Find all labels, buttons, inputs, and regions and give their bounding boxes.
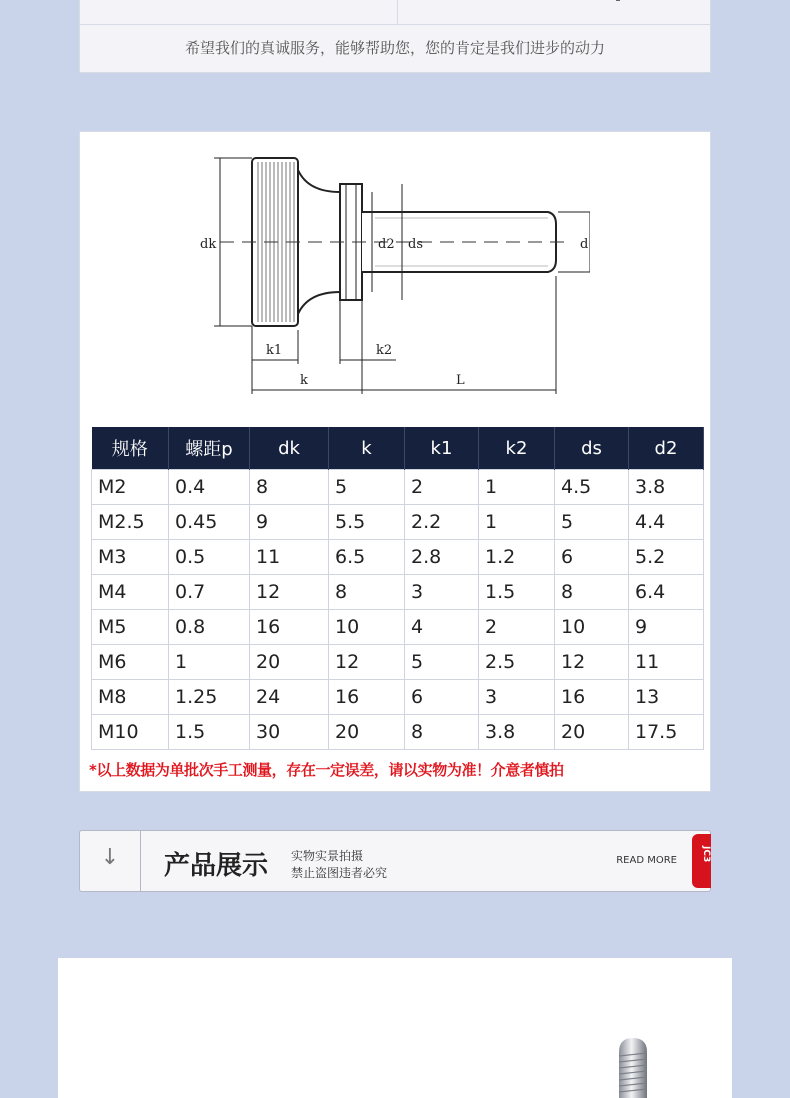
table-row xyxy=(92,470,704,505)
table-cell: 10 xyxy=(329,610,405,645)
table-row xyxy=(92,505,704,540)
table-cell: 9 xyxy=(250,505,329,540)
spec-table-header xyxy=(92,427,704,470)
table-cell: 0.7 xyxy=(169,575,250,610)
table-row xyxy=(92,610,704,645)
table-cell: 5.5 xyxy=(329,505,405,540)
table-cell: 3.8 xyxy=(629,470,704,505)
table-cell: M6 xyxy=(92,645,169,680)
header-cell: 规格 xyxy=(92,427,169,470)
table-cell: M5 xyxy=(92,610,169,645)
label-k: k xyxy=(300,373,308,388)
header-cell: d2 xyxy=(629,427,704,470)
table-cell: 8 xyxy=(405,715,479,750)
banner-subtitle-1: 实物实景拍摄 xyxy=(291,849,364,863)
table-cell: 20 xyxy=(250,645,329,680)
product-display-banner[interactable] xyxy=(79,830,711,892)
table-cell: 8 xyxy=(329,575,405,610)
table-cell: 4 xyxy=(405,610,479,645)
header-cell: 螺距p xyxy=(169,427,250,470)
table-cell: 3 xyxy=(405,575,479,610)
table-cell: 6 xyxy=(555,540,629,575)
table-cell: 1 xyxy=(479,470,555,505)
screw-photo xyxy=(613,1038,673,1098)
banner-subtitle-2: 禁止盗图违者必究 xyxy=(291,866,388,880)
table-cell: 1.2 xyxy=(479,540,555,575)
table-cell: 6.4 xyxy=(629,575,704,610)
table-cell: 5 xyxy=(329,470,405,505)
table-cell: 2 xyxy=(479,610,555,645)
table-cell: 5 xyxy=(555,505,629,540)
table-cell: 4.5 xyxy=(555,470,629,505)
table-cell: 0.45 xyxy=(169,505,250,540)
table-cell: 1 xyxy=(479,505,555,540)
spec-table xyxy=(91,427,704,750)
service-motto: 希望我们的真诚服务，能够帮助您，您的肯定是我们进步的动力 xyxy=(184,39,605,57)
brand-logo xyxy=(692,834,711,888)
dot-mark xyxy=(616,0,620,1)
table-cell: 1.5 xyxy=(169,715,250,750)
table-cell: 24 xyxy=(250,680,329,715)
table-cell: 2.5 xyxy=(479,645,555,680)
header-cell: k xyxy=(329,427,405,470)
service-card xyxy=(79,0,711,73)
label-d2: d2 xyxy=(378,237,395,252)
table-row xyxy=(92,645,704,680)
header-cell: k2 xyxy=(479,427,555,470)
table-cell: 11 xyxy=(629,645,704,680)
banner-title: 产品展示 xyxy=(164,851,269,881)
table-cell: 2 xyxy=(405,470,479,505)
table-cell: 16 xyxy=(329,680,405,715)
table-cell: 20 xyxy=(329,715,405,750)
table-cell: 1.25 xyxy=(169,680,250,715)
table-cell: M4 xyxy=(92,575,169,610)
table-cell: 0.4 xyxy=(169,470,250,505)
table-cell: 30 xyxy=(250,715,329,750)
table-cell: 16 xyxy=(555,680,629,715)
arrow-down-icon: ↓ xyxy=(100,845,120,870)
header-cell: dk xyxy=(250,427,329,470)
table-cell: 2.2 xyxy=(405,505,479,540)
table-cell: 9 xyxy=(629,610,704,645)
table-cell: 0.5 xyxy=(169,540,250,575)
table-cell: 12 xyxy=(329,645,405,680)
table-cell: 11 xyxy=(250,540,329,575)
table-cell: 5 xyxy=(405,645,479,680)
table-cell: 12 xyxy=(555,645,629,680)
table-cell: 1.5 xyxy=(479,575,555,610)
table-cell: 16 xyxy=(250,610,329,645)
table-cell: M8 xyxy=(92,680,169,715)
table-row xyxy=(92,575,704,610)
service-card-top-row xyxy=(80,0,710,25)
table-cell: M2.5 xyxy=(92,505,169,540)
product-photo-card xyxy=(58,958,732,1098)
table-cell: 6.5 xyxy=(329,540,405,575)
table-cell: 20 xyxy=(555,715,629,750)
row-divider xyxy=(397,0,398,24)
table-cell: 3.8 xyxy=(479,715,555,750)
table-cell: 6 xyxy=(405,680,479,715)
table-cell: 4.4 xyxy=(629,505,704,540)
table-cell: 17.5 xyxy=(629,715,704,750)
label-d: d xyxy=(580,237,589,252)
table-row xyxy=(92,680,704,715)
table-cell: 12 xyxy=(250,575,329,610)
label-k1: k1 xyxy=(266,343,283,358)
table-cell: 8 xyxy=(250,470,329,505)
disclaimer-note: *以上数据为单批次手工测量，存在一定误差，请以实物为准！介意者慎拍 xyxy=(89,761,564,779)
screw-technical-drawing xyxy=(200,140,590,420)
table-cell: M2 xyxy=(92,470,169,505)
header-cell: ds xyxy=(555,427,629,470)
label-dk: dk xyxy=(200,237,217,252)
table-row xyxy=(92,540,704,575)
table-cell: M3 xyxy=(92,540,169,575)
table-cell: 13 xyxy=(629,680,704,715)
table-cell: 0.8 xyxy=(169,610,250,645)
table-cell: 10 xyxy=(555,610,629,645)
brand-logo-text: JC3 xyxy=(701,846,711,863)
table-cell: 8 xyxy=(555,575,629,610)
table-cell: 2.8 xyxy=(405,540,479,575)
label-ds: ds xyxy=(408,237,423,252)
table-cell: M10 xyxy=(92,715,169,750)
read-more-link[interactable]: READ MORE xyxy=(616,855,677,866)
header-cell: k1 xyxy=(405,427,479,470)
label-L: L xyxy=(456,373,465,388)
table-cell: 3 xyxy=(479,680,555,715)
table-cell: 1 xyxy=(169,645,250,680)
label-k2: k2 xyxy=(376,343,393,358)
spec-card xyxy=(79,131,711,792)
table-cell: 5.2 xyxy=(629,540,704,575)
table-row xyxy=(92,715,704,750)
arrow-box xyxy=(80,831,141,891)
